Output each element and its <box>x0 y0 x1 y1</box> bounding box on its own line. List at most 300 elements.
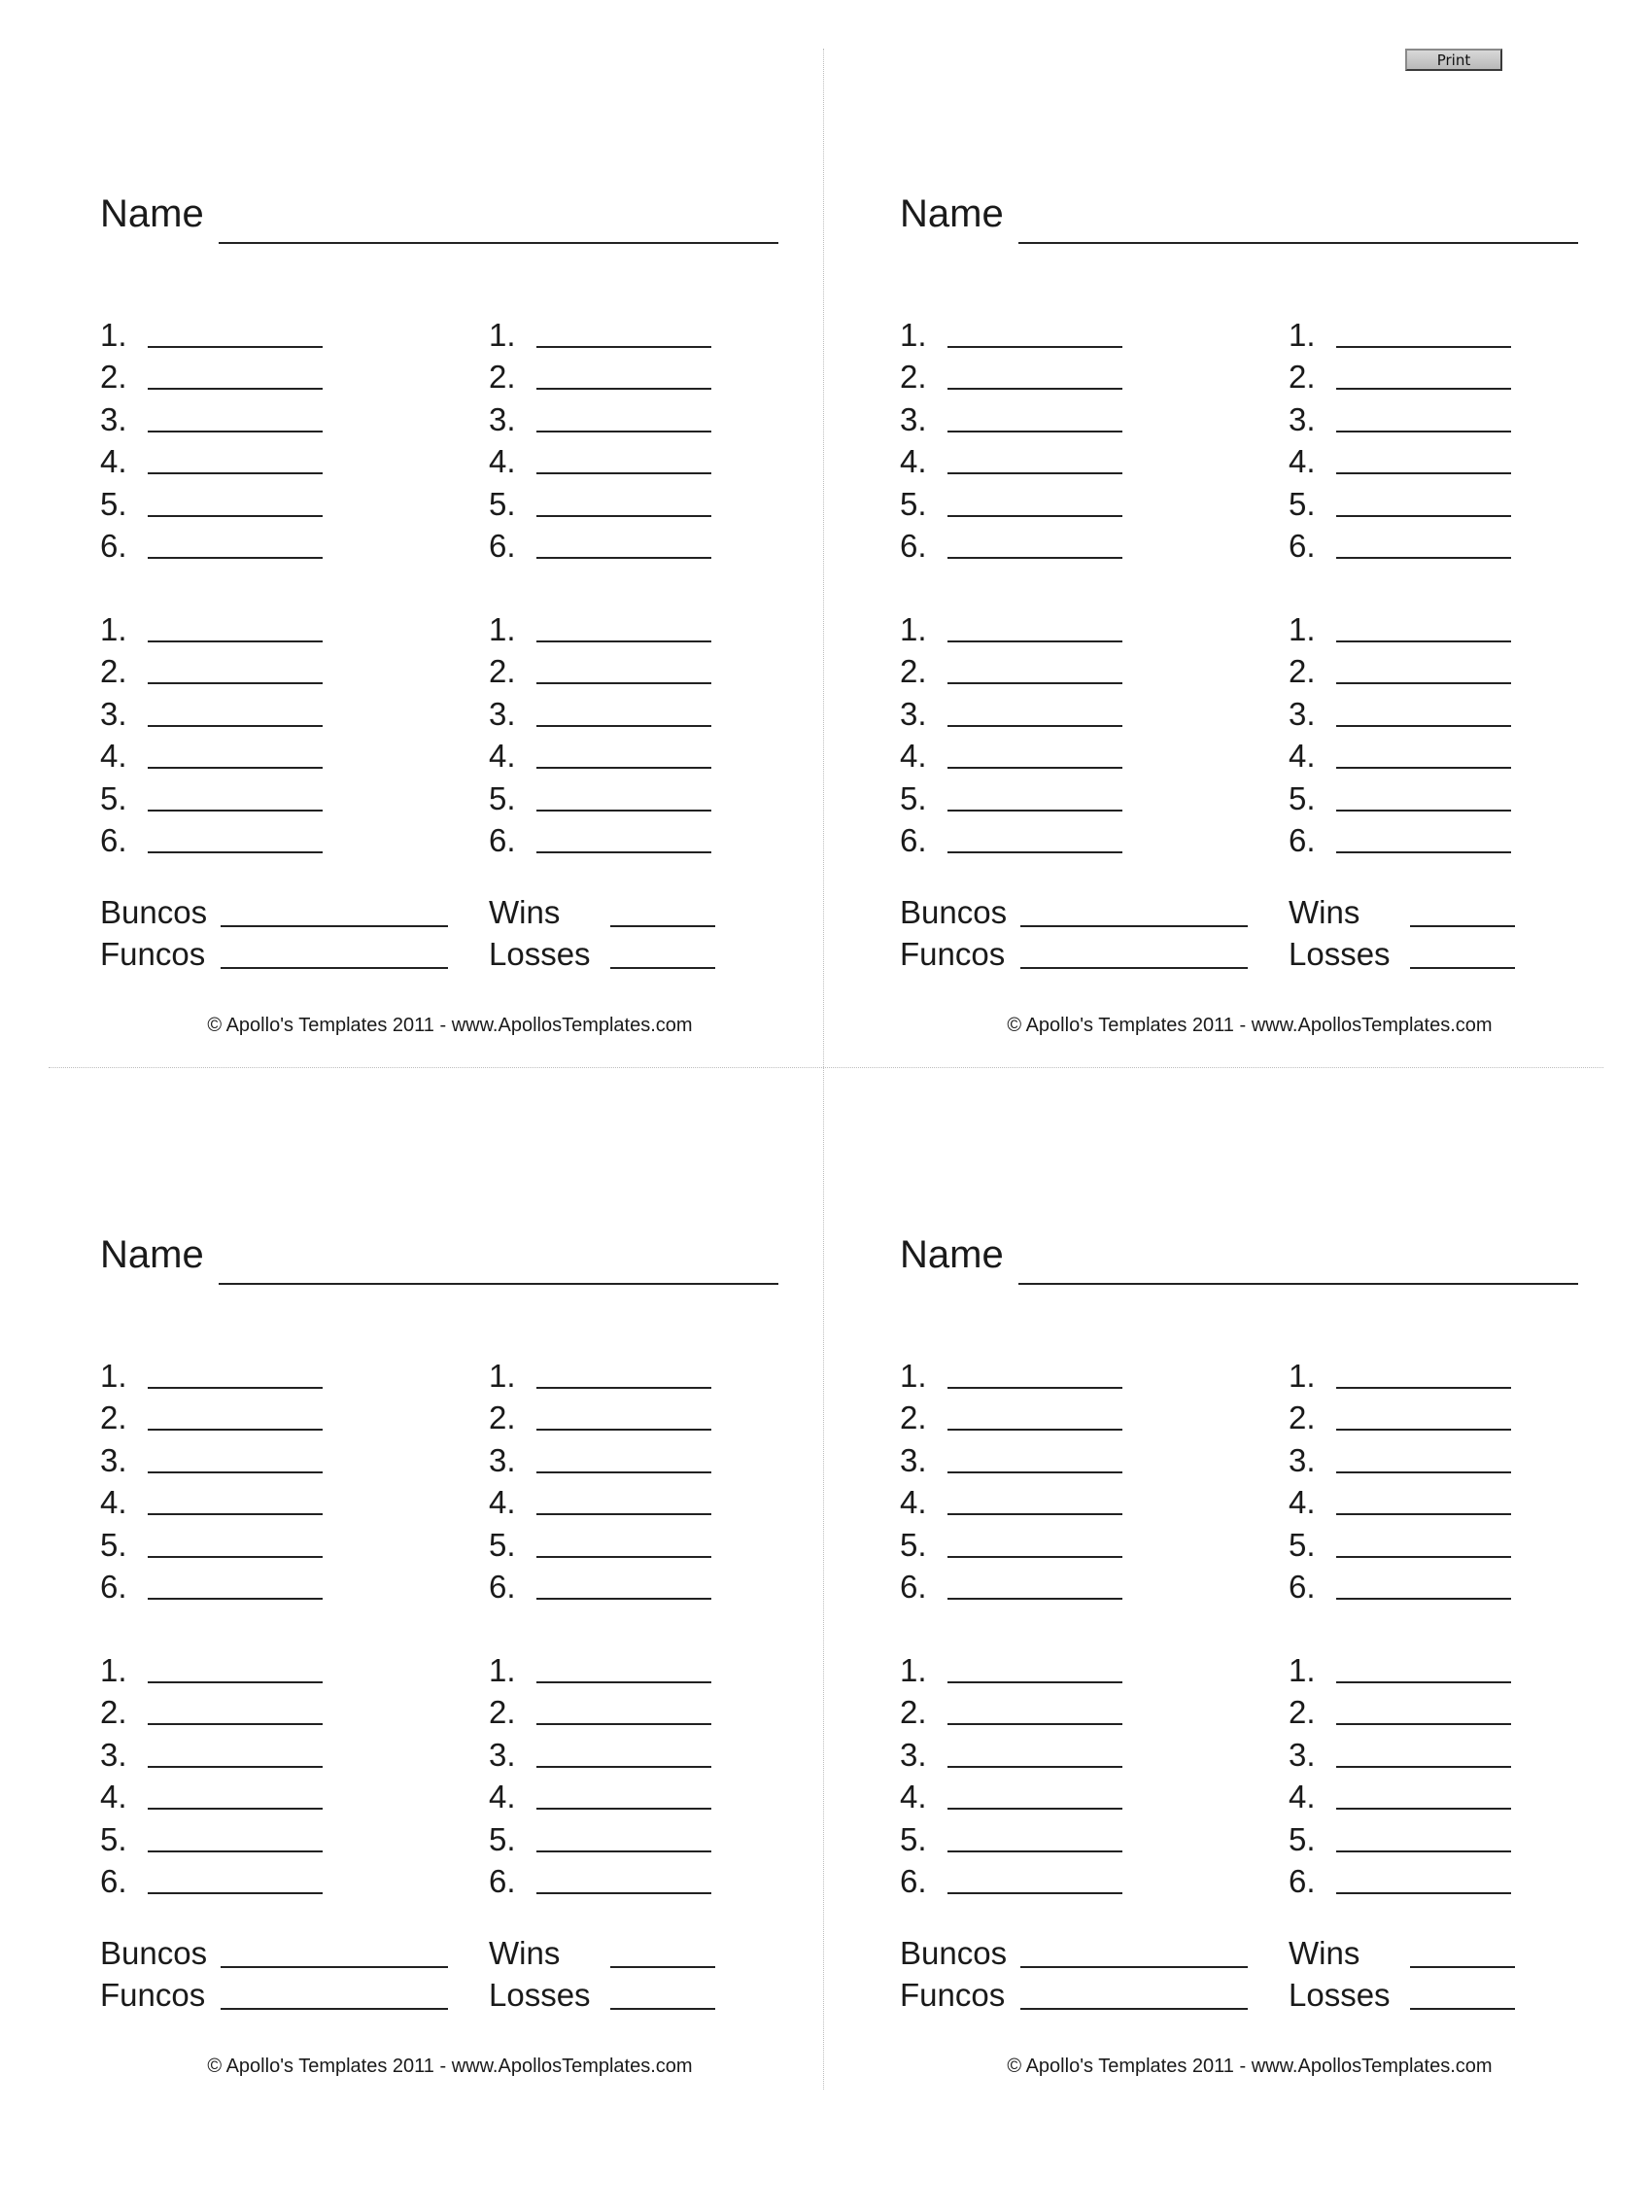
round-score-list <box>1289 608 1522 861</box>
row-number: 1. <box>900 1652 927 1688</box>
wins-field[interactable] <box>610 1966 715 1968</box>
wins-field[interactable] <box>610 925 715 927</box>
score-blank[interactable] <box>536 557 711 559</box>
row-number: 1. <box>1289 611 1316 647</box>
wins-label: Wins <box>489 1935 561 1971</box>
score-row <box>100 1776 333 1817</box>
score-blank[interactable] <box>536 1892 711 1894</box>
score-blank[interactable] <box>947 346 1122 348</box>
score-blank[interactable] <box>1336 810 1511 812</box>
score-row <box>100 1566 333 1607</box>
row-number: 1. <box>1289 1358 1316 1394</box>
score-blank[interactable] <box>536 515 711 517</box>
score-row <box>1289 1355 1522 1397</box>
row-number: 2. <box>900 1400 927 1436</box>
score-row <box>900 398 1133 440</box>
row-number: 4. <box>489 1484 516 1521</box>
score-blank[interactable] <box>1336 767 1511 769</box>
print-button[interactable]: Print <box>1405 49 1502 71</box>
score-row <box>489 778 722 819</box>
score-row <box>489 1818 722 1860</box>
score-blank[interactable] <box>1336 1723 1511 1725</box>
score-blank[interactable] <box>536 1766 711 1768</box>
score-row <box>489 356 722 397</box>
row-number: 6. <box>900 527 927 564</box>
score-row <box>900 1734 1133 1776</box>
losses-label: Losses <box>489 936 591 972</box>
score-blank[interactable] <box>1336 682 1511 684</box>
name-field[interactable] <box>219 242 778 244</box>
buncos-field[interactable] <box>221 1966 448 1968</box>
score-row <box>1289 483 1522 525</box>
score-blank[interactable] <box>1336 1598 1511 1600</box>
score-row <box>100 1860 333 1902</box>
score-blank[interactable] <box>947 515 1122 517</box>
losses-field[interactable] <box>610 2008 715 2010</box>
score-blank[interactable] <box>148 1681 323 1683</box>
score-row <box>1289 1481 1522 1523</box>
score-row <box>900 1776 1133 1817</box>
wins-field[interactable] <box>1410 1966 1515 1968</box>
row-number: 1. <box>489 1358 516 1394</box>
score-row <box>489 525 722 567</box>
score-row <box>489 693 722 735</box>
row-number: 4. <box>900 443 927 480</box>
score-blank[interactable] <box>148 1387 323 1389</box>
buncos-field[interactable] <box>1020 925 1248 927</box>
score-row <box>900 1355 1133 1397</box>
score-blank[interactable] <box>536 1808 711 1810</box>
score-row <box>100 1439 333 1481</box>
row-number: 1. <box>1289 1652 1316 1688</box>
row-number: 6. <box>1289 1862 1316 1899</box>
score-blank[interactable] <box>1336 1892 1511 1894</box>
score-row <box>489 608 722 650</box>
row-number: 1. <box>489 611 516 647</box>
row-number: 5. <box>100 485 127 522</box>
row-number: 4. <box>1289 1484 1316 1521</box>
score-blank[interactable] <box>148 1513 323 1515</box>
name-row <box>900 190 1580 248</box>
score-blank[interactable] <box>947 472 1122 474</box>
score-blank[interactable] <box>148 767 323 769</box>
round-score-list <box>100 314 333 567</box>
score-blank[interactable] <box>148 431 323 432</box>
funcos-field[interactable] <box>221 2008 448 2010</box>
score-blank[interactable] <box>947 1387 1122 1389</box>
score-blank[interactable] <box>947 1850 1122 1852</box>
score-blank[interactable] <box>947 1723 1122 1725</box>
score-blank[interactable] <box>1336 725 1511 727</box>
score-blank[interactable] <box>947 1598 1122 1600</box>
row-number: 2. <box>1289 653 1316 690</box>
score-row <box>900 608 1133 650</box>
score-row <box>1289 1439 1522 1481</box>
row-number: 3. <box>100 1736 127 1773</box>
score-blank[interactable] <box>536 1681 711 1683</box>
round-score-list <box>1289 1355 1522 1607</box>
score-row <box>1289 1734 1522 1776</box>
round-score-list <box>100 1649 333 1902</box>
score-row <box>100 398 333 440</box>
funcos-label: Funcos <box>900 1977 1006 2013</box>
score-row <box>900 735 1133 777</box>
score-blank[interactable] <box>536 1598 711 1600</box>
score-row <box>1289 1860 1522 1902</box>
wins-field[interactable] <box>1410 925 1515 927</box>
score-row <box>1289 1566 1522 1607</box>
row-number: 4. <box>100 443 127 480</box>
score-row <box>1289 819 1522 861</box>
buncos-field[interactable] <box>1020 1966 1248 1968</box>
row-number: 1. <box>100 611 127 647</box>
losses-field[interactable] <box>1410 2008 1515 2010</box>
row-number: 4. <box>900 1484 927 1521</box>
row-number: 3. <box>900 400 927 437</box>
score-blank[interactable] <box>947 1513 1122 1515</box>
row-number: 4. <box>489 738 516 775</box>
copyright-footer: © Apollo's Templates 2011 - www.ApollosTemplates.com <box>1007 2056 1493 2077</box>
round-score-list <box>489 608 722 861</box>
score-row <box>900 1524 1133 1566</box>
score-blank[interactable] <box>536 640 711 642</box>
score-blank[interactable] <box>536 1429 711 1431</box>
score-row <box>100 1397 333 1438</box>
row-number: 6. <box>1289 1568 1316 1605</box>
score-row <box>900 693 1133 735</box>
score-blank[interactable] <box>536 1471 711 1473</box>
score-blank[interactable] <box>536 1850 711 1852</box>
score-row <box>1289 1818 1522 1860</box>
row-number: 6. <box>489 821 516 858</box>
name-label: Name <box>900 192 1004 235</box>
score-blank[interactable] <box>947 388 1122 390</box>
score-row <box>1289 778 1522 819</box>
row-number: 2. <box>100 1694 127 1731</box>
score-blank[interactable] <box>148 851 323 853</box>
score-blank[interactable] <box>536 767 711 769</box>
vertical-cut-guide <box>823 49 824 2090</box>
score-blank[interactable] <box>947 1808 1122 1810</box>
score-blank[interactable] <box>1336 640 1511 642</box>
buncos-label: Buncos <box>100 894 208 930</box>
name-label: Name <box>100 192 204 235</box>
score-blank[interactable] <box>947 682 1122 684</box>
copyright-footer: © Apollo's Templates 2011 - www.ApollosTemplates.com <box>207 2056 693 2077</box>
round-score-list <box>1289 1649 1522 1902</box>
score-blank[interactable] <box>947 640 1122 642</box>
score-blank[interactable] <box>1336 557 1511 559</box>
score-row <box>1289 440 1522 482</box>
losses-field[interactable] <box>1410 967 1515 969</box>
row-number: 1. <box>100 1652 127 1688</box>
row-number: 2. <box>489 1694 516 1731</box>
row-number: 6. <box>1289 527 1316 564</box>
row-number: 2. <box>1289 1694 1316 1731</box>
row-number: 5. <box>1289 1526 1316 1563</box>
row-number: 6. <box>900 821 927 858</box>
score-blank[interactable] <box>1336 1808 1511 1810</box>
row-number: 6. <box>489 1862 516 1899</box>
row-number: 5. <box>100 1526 127 1563</box>
row-number: 2. <box>1289 1400 1316 1436</box>
buncos-label: Buncos <box>900 894 1008 930</box>
funcos-label: Funcos <box>100 936 206 972</box>
score-row <box>900 1481 1133 1523</box>
score-blank[interactable] <box>1336 1429 1511 1431</box>
funcos-field[interactable] <box>1020 967 1248 969</box>
score-row <box>489 1860 722 1902</box>
score-row <box>489 650 722 692</box>
score-blank[interactable] <box>148 346 323 348</box>
row-number: 2. <box>489 1400 516 1436</box>
score-blank[interactable] <box>148 472 323 474</box>
buncos-field[interactable] <box>221 925 448 927</box>
score-blank[interactable] <box>947 767 1122 769</box>
score-blank[interactable] <box>148 1429 323 1431</box>
score-blank[interactable] <box>148 557 323 559</box>
score-blank[interactable] <box>148 1556 323 1558</box>
row-number: 6. <box>100 1568 127 1605</box>
score-row <box>1289 356 1522 397</box>
score-row <box>489 1481 722 1523</box>
score-blank[interactable] <box>536 1556 711 1558</box>
row-number: 3. <box>489 1441 516 1478</box>
score-blank[interactable] <box>536 682 711 684</box>
losses-field[interactable] <box>610 967 715 969</box>
row-number: 3. <box>900 1736 927 1773</box>
row-number: 2. <box>900 653 927 690</box>
round-score-list <box>1289 314 1522 567</box>
score-row <box>489 1734 722 1776</box>
row-number: 5. <box>489 779 516 816</box>
wins-label: Wins <box>1289 894 1360 930</box>
copyright-footer: © Apollo's Templates 2011 - www.ApollosTemplates.com <box>207 1015 693 1036</box>
row-number: 4. <box>100 738 127 775</box>
score-blank[interactable] <box>1336 1766 1511 1768</box>
round-score-list <box>900 1649 1133 1902</box>
score-row <box>900 1439 1133 1481</box>
score-row <box>489 735 722 777</box>
row-number: 5. <box>900 779 927 816</box>
row-number: 2. <box>900 359 927 396</box>
name-field[interactable] <box>1018 1283 1578 1285</box>
score-row <box>100 1524 333 1566</box>
funcos-field[interactable] <box>221 967 448 969</box>
row-number: 5. <box>100 1820 127 1857</box>
row-number: 1. <box>100 317 127 353</box>
row-number: 4. <box>1289 1779 1316 1815</box>
score-blank[interactable] <box>947 725 1122 727</box>
funcos-field[interactable] <box>1020 2008 1248 2010</box>
score-row <box>1289 398 1522 440</box>
score-blank[interactable] <box>536 1723 711 1725</box>
score-blank[interactable] <box>148 1471 323 1473</box>
score-blank[interactable] <box>148 1723 323 1725</box>
score-row <box>489 1776 722 1817</box>
row-number: 5. <box>489 485 516 522</box>
row-number: 6. <box>489 527 516 564</box>
score-blank[interactable] <box>1336 1471 1511 1473</box>
row-number: 4. <box>1289 738 1316 775</box>
row-number: 3. <box>489 695 516 732</box>
round-score-list <box>489 314 722 567</box>
score-blank[interactable] <box>947 557 1122 559</box>
row-number: 5. <box>1289 1820 1316 1857</box>
score-row <box>100 440 333 482</box>
score-blank[interactable] <box>947 1766 1122 1768</box>
score-blank[interactable] <box>536 810 711 812</box>
score-blank[interactable] <box>148 1766 323 1768</box>
score-row <box>900 356 1133 397</box>
score-blank[interactable] <box>1336 1513 1511 1515</box>
row-number: 3. <box>1289 1736 1316 1773</box>
score-blank[interactable] <box>947 431 1122 432</box>
row-number: 4. <box>1289 443 1316 480</box>
score-blank[interactable] <box>148 810 323 812</box>
name-row <box>100 1230 780 1289</box>
row-number: 1. <box>900 611 927 647</box>
round-score-list <box>489 1355 722 1607</box>
losses-label: Losses <box>1289 1977 1391 2013</box>
score-row <box>900 1818 1133 1860</box>
row-number: 2. <box>489 359 516 396</box>
score-blank[interactable] <box>148 515 323 517</box>
score-blank[interactable] <box>1336 515 1511 517</box>
score-blank[interactable] <box>148 1892 323 1894</box>
score-blank[interactable] <box>947 1556 1122 1558</box>
score-blank[interactable] <box>947 1681 1122 1683</box>
score-row <box>100 693 333 735</box>
wins-label: Wins <box>1289 1935 1360 1971</box>
row-number: 6. <box>1289 821 1316 858</box>
score-row <box>100 525 333 567</box>
score-blank[interactable] <box>536 472 711 474</box>
row-number: 2. <box>100 359 127 396</box>
row-number: 5. <box>489 1820 516 1857</box>
score-blank[interactable] <box>1336 1387 1511 1389</box>
score-blank[interactable] <box>947 1892 1122 1894</box>
score-blank[interactable] <box>536 346 711 348</box>
name-row <box>100 190 780 248</box>
row-number: 5. <box>489 1526 516 1563</box>
score-blank[interactable] <box>947 810 1122 812</box>
name-field[interactable] <box>219 1283 778 1285</box>
score-row <box>900 650 1133 692</box>
score-row <box>489 1397 722 1438</box>
row-number: 3. <box>100 400 127 437</box>
score-row <box>1289 314 1522 356</box>
buncos-label: Buncos <box>100 1935 208 1971</box>
score-row <box>1289 1649 1522 1691</box>
score-blank[interactable] <box>947 1471 1122 1473</box>
score-row <box>100 608 333 650</box>
score-row <box>100 1355 333 1397</box>
score-row <box>900 778 1133 819</box>
row-number: 1. <box>1289 317 1316 353</box>
score-blank[interactable] <box>148 725 323 727</box>
score-row <box>1289 1691 1522 1733</box>
row-number: 4. <box>900 738 927 775</box>
row-number: 3. <box>900 1441 927 1478</box>
score-blank[interactable] <box>1336 472 1511 474</box>
score-blank[interactable] <box>536 725 711 727</box>
score-row <box>1289 1397 1522 1438</box>
losses-label: Losses <box>489 1977 591 2013</box>
score-blank[interactable] <box>1336 1556 1511 1558</box>
score-blank[interactable] <box>536 1387 711 1389</box>
score-row <box>100 650 333 692</box>
row-number: 6. <box>900 1568 927 1605</box>
score-blank[interactable] <box>536 1513 711 1515</box>
round-score-list <box>900 1355 1133 1607</box>
score-row <box>1289 735 1522 777</box>
score-row <box>100 735 333 777</box>
score-card <box>100 190 800 1171</box>
name-field[interactable] <box>1018 242 1578 244</box>
score-blank[interactable] <box>148 1598 323 1600</box>
row-number: 4. <box>900 1779 927 1815</box>
row-number: 2. <box>900 1694 927 1731</box>
score-row <box>100 356 333 397</box>
score-blank[interactable] <box>148 682 323 684</box>
score-row <box>489 1566 722 1607</box>
score-row <box>489 314 722 356</box>
score-row <box>900 314 1133 356</box>
score-blank[interactable] <box>947 1429 1122 1431</box>
score-card <box>900 190 1600 1171</box>
round-score-list <box>900 608 1133 861</box>
score-row <box>1289 608 1522 650</box>
score-row <box>489 398 722 440</box>
row-number: 3. <box>489 1736 516 1773</box>
row-number: 4. <box>100 1484 127 1521</box>
name-label: Name <box>900 1233 1004 1276</box>
score-blank[interactable] <box>148 1850 323 1852</box>
row-number: 3. <box>100 695 127 732</box>
score-blank[interactable] <box>1336 346 1511 348</box>
score-blank[interactable] <box>947 851 1122 853</box>
score-card <box>100 1230 800 2212</box>
score-row <box>900 1397 1133 1438</box>
row-number: 2. <box>100 653 127 690</box>
score-blank[interactable] <box>1336 1681 1511 1683</box>
row-number: 6. <box>100 1862 127 1899</box>
score-blank[interactable] <box>148 640 323 642</box>
row-number: 3. <box>1289 1441 1316 1478</box>
score-row <box>900 1860 1133 1902</box>
score-blank[interactable] <box>536 851 711 853</box>
score-blank[interactable] <box>148 388 323 390</box>
row-number: 5. <box>900 1820 927 1857</box>
score-blank[interactable] <box>1336 851 1511 853</box>
score-blank[interactable] <box>1336 1850 1511 1852</box>
score-row <box>489 819 722 861</box>
score-row <box>1289 525 1522 567</box>
score-row <box>100 314 333 356</box>
score-row <box>489 1439 722 1481</box>
score-blank[interactable] <box>148 1808 323 1810</box>
score-row <box>900 440 1133 482</box>
score-blank[interactable] <box>1336 431 1511 432</box>
score-row <box>489 1649 722 1691</box>
row-number: 5. <box>900 1526 927 1563</box>
score-blank[interactable] <box>1336 388 1511 390</box>
score-row <box>100 1734 333 1776</box>
score-blank[interactable] <box>536 388 711 390</box>
score-row <box>489 1355 722 1397</box>
score-blank[interactable] <box>536 431 711 432</box>
